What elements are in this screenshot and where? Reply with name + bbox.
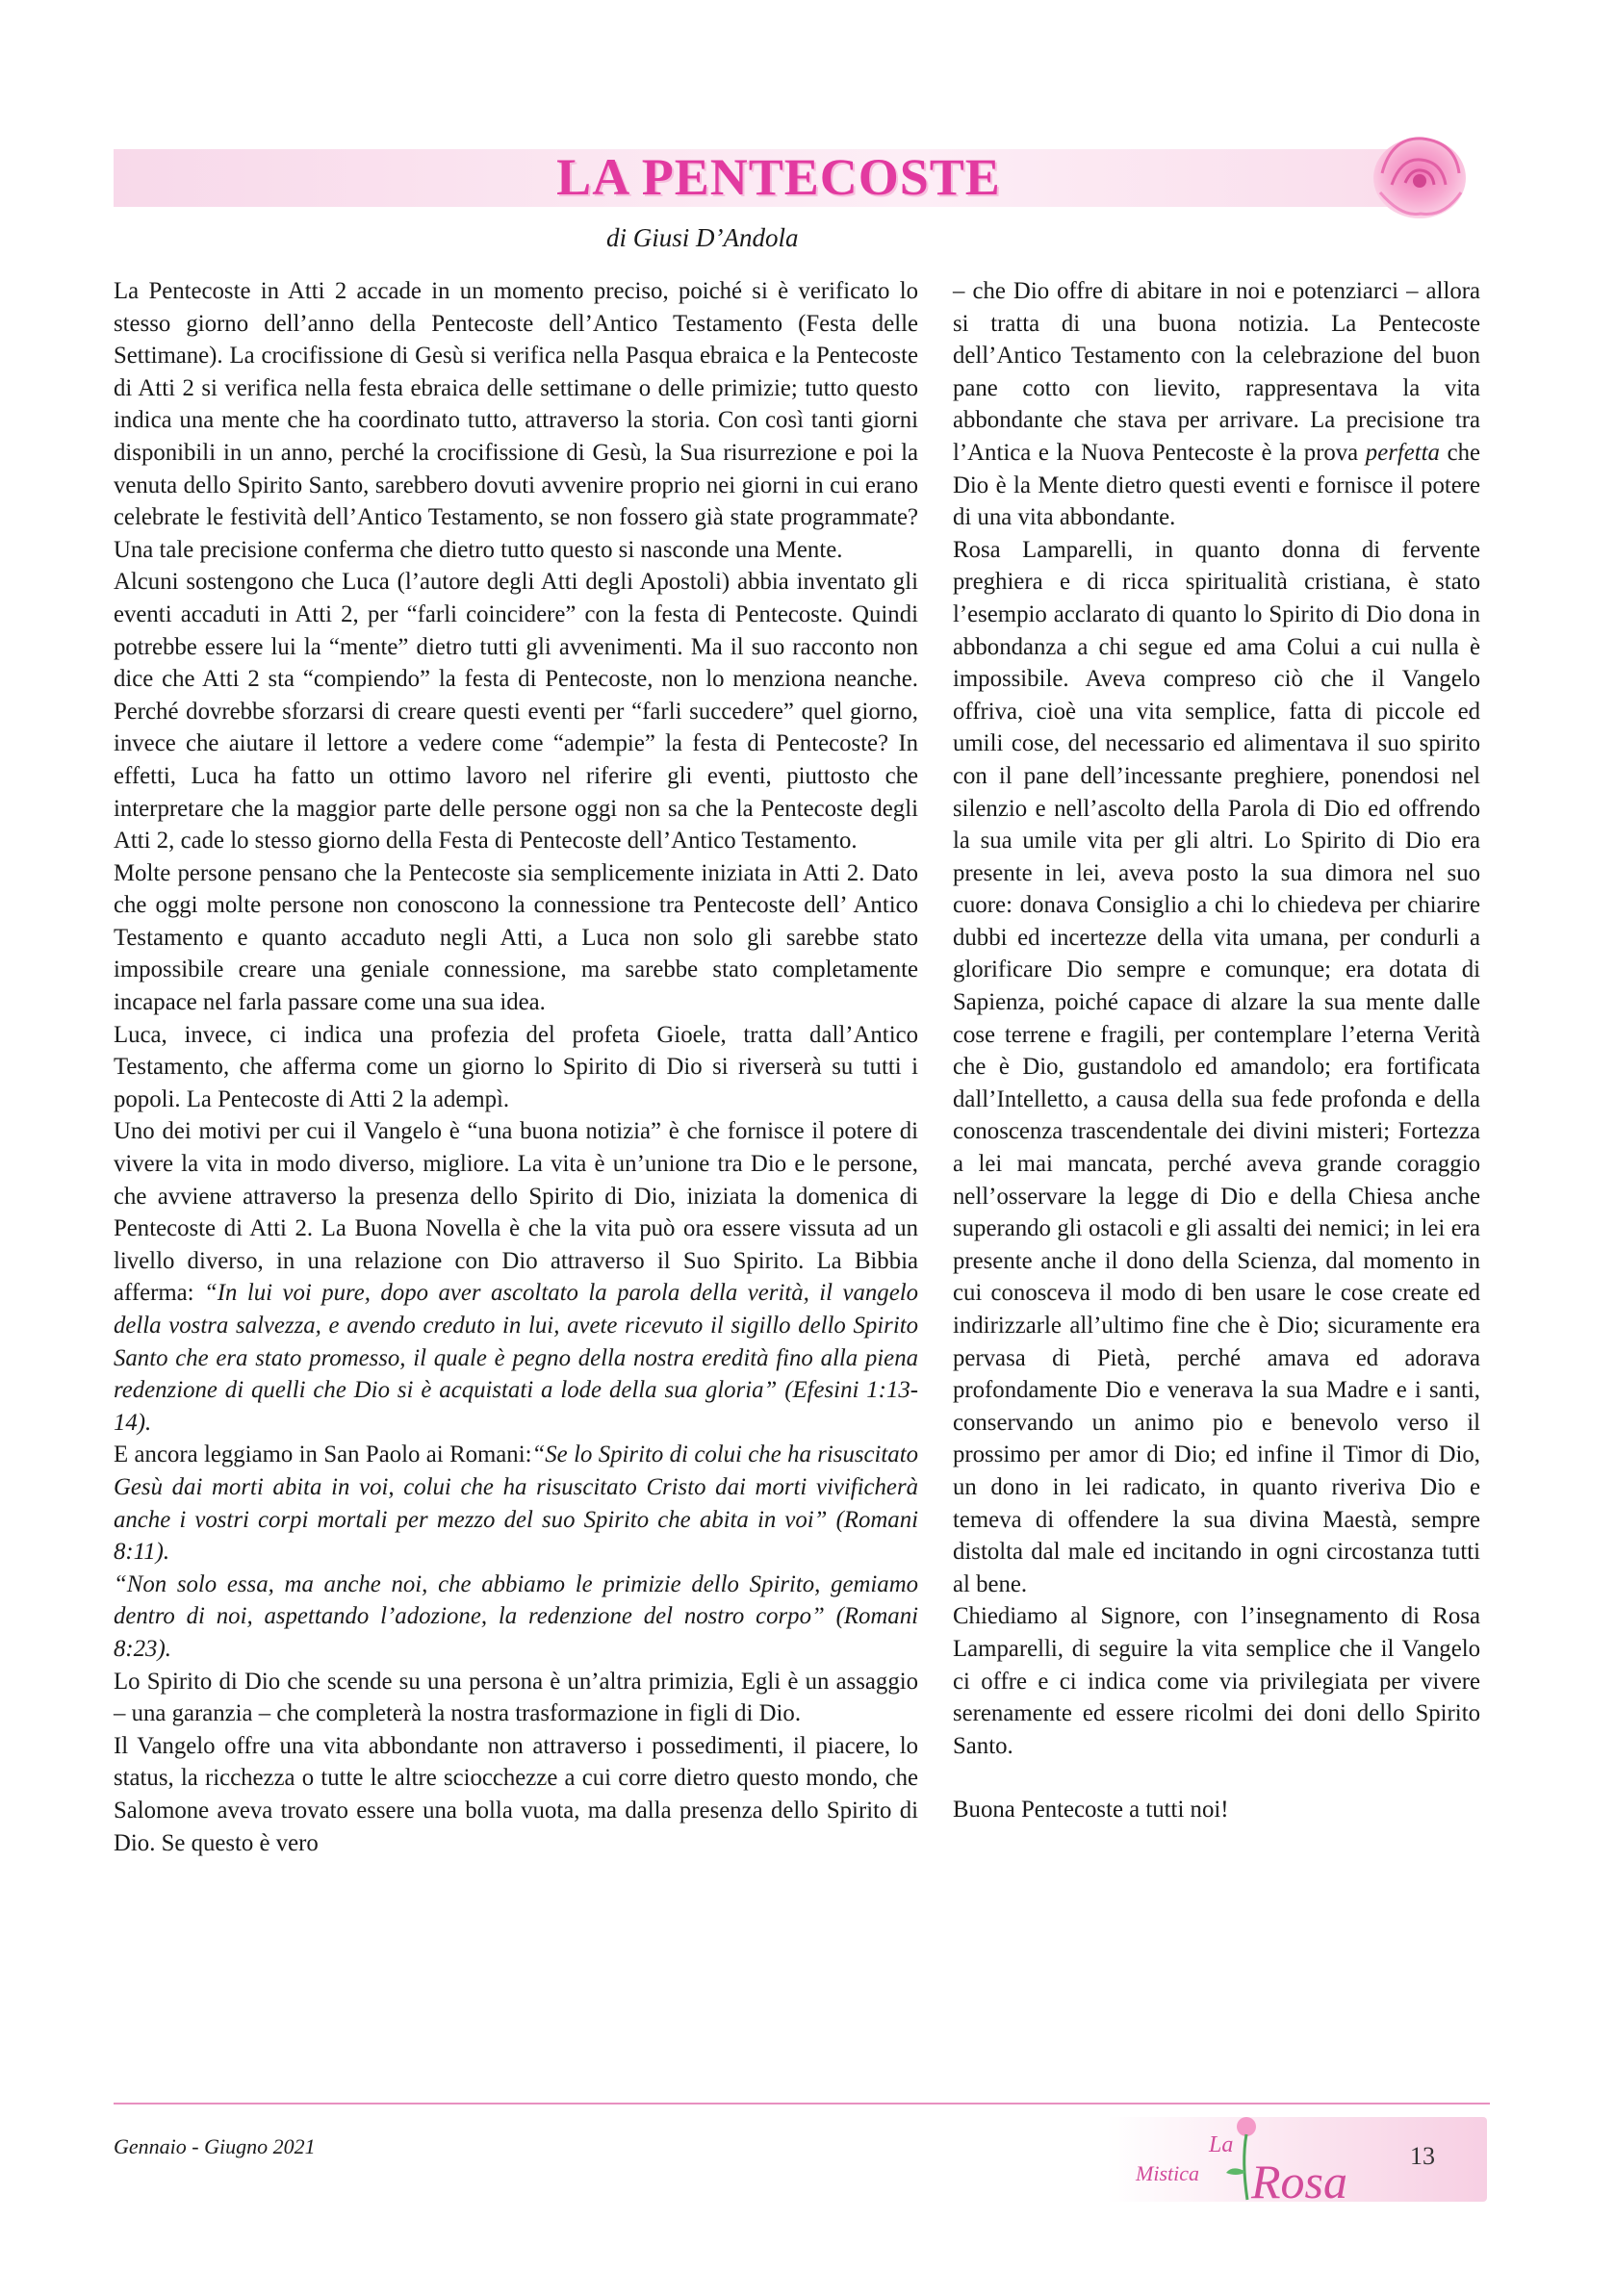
scripture-quote: “Se lo Spirito di colui che ha risuscitato Gesù dai morti abita in voi, colui che ha risuscitato Cristo dai morti vivificherà anche i vostri corpi mortali per mezzo del suo Spirito che abita in voi” (Romani 8:11).: [114, 1441, 918, 1566]
magazine-logo: [1116, 2113, 1405, 2206]
logo-word-mistica: Mistica: [1136, 2161, 1199, 2185]
byline: di Giusi D’Andola: [606, 223, 799, 252]
paragraph: Chiediamo al Signore, con l’insegnamento di Rosa Lamparelli, di seguire la vita semplice che il Vangelo ci offre e ci indica come via privilegiata per vivere serenamente ed essere ricolmi dei doni dello Spirito Santo.: [953, 1603, 1480, 1759]
left-column: [114, 275, 918, 1859]
scripture-quote: “In lui voi pure, dopo aver ascoltato la parola della verità, il vangelo della vostra salvezza, e avendo creduto in lui, avete ricevuto il sigillo dello Spirito Santo che era stato promesso, il quale è pegno della nostra eredità fino alla piena redenzione di quelli che Dio si è acquistati a lode della sua gloria” (Efesini 1:13-14).: [114, 1280, 918, 1436]
paragraph: Luca, invece, ci indica una profezia del profeta Gioele, tratta dall’Antico Testamento, che afferma come un giorno lo Spirito di Dio si riverserà su tutti i popoli. La Pentecoste di Atti 2 la adempì.: [114, 1021, 918, 1112]
stem-icon: [1244, 2134, 1247, 2200]
issue-date: Gennaio - Giugno 2021: [114, 2134, 316, 2158]
rose-icon: [1237, 2117, 1256, 2136]
closing-greeting: Buona Pentecoste a tutti noi!: [953, 1797, 1229, 1824]
paragraph-text: che Dio è la Mente dietro questi eventi e fornisce il potere di una vita abbondante.: [953, 439, 1480, 531]
rose-icon: [1363, 125, 1476, 227]
paragraph: [953, 275, 1480, 534]
paragraph: Molte persone pensano che la Pentecoste sia semplicemente iniziata in Atti 2. Dato che oggi molte persone non conoscono la connessione tra Pentecoste dell’ Antico Testamento e quanto accaduto negli Atti, a Luca non solo gli sarebbe stato impossibile creare una geniale connessione, ma sarebbe stato completamente incapace nel farla passare come una sua idea.: [114, 859, 918, 1016]
spacer: [953, 1762, 1480, 1794]
logo-word-la: La: [1209, 2132, 1234, 2157]
paragraph: [114, 1115, 918, 1439]
footer-rule: [114, 2103, 1490, 2105]
paragraph: Lo Spirito di Dio che scende su una persona è un’altra primizia, Egli è un assaggio – una garanzia – che completerà la nostra trasformazione in figli di Dio.: [114, 1668, 918, 1727]
paragraph-text: Uno dei motivi per cui il Vangelo è “una buona notizia” è che fornisce il potere di vivere la vita in modo diverso, migliore. La vita è un’unione tra Dio e le persone, che avviene attraverso la presenza dello Spirito di Dio, iniziata la domenica di Pentecoste di Atti 2. La Buona Novella è che la vita può ora essere vissuta ad un livello diverso, in una relazione con Dio attraverso il Suo Spirito. La Bibbia afferma:: [114, 1118, 918, 1307]
page-number: 13: [1410, 2142, 1435, 2170]
paragraph: Alcuni sostengono che Luca (l’autore degli Atti degli Apostoli) abbia inventato gli eventi accaduti in Atti 2, per “farli coincidere” con la festa di Pentecoste. Quindi potrebbe essere lui la “mente” dietro tutti gli avvenimenti. Ma il suo racconto non dice che Atti 2 sta “compiendo” la festa di Pentecoste, non lo menziona neanche. Perché dovrebbe sforzarsi di creare questi eventi per “farli succedere” quel giorno, invece che aiutare il lettore a vedere come “adempie” la festa di Pentecoste? In effetti, Luca ha fatto un ottimo lavoro nel riferire gli eventi, piuttosto che interpretare che la maggior parte delle persone oggi non sa che la Pentecoste degli Atti 2, cade lo stesso giorno della Festa di Pentecoste dell’Antico Testamento.: [114, 569, 918, 855]
paragraph: Rosa Lamparelli, in quanto donna di fervente preghiera e di ricca spiritualità cristiana, è stato l’esempio acclarato di quanto lo Spirito di Dio dona in abbondanza a chi segue ed ama Colui a cui nulla è impossibile. Aveva compreso ciò che il Vangelo offriva, cioè una vita semplice, fatta di piccole ed umili cose, del necessario ed alimentava il suo spirito con il pane dell’incessante preghiere, ponendosi nel silenzio e nell’ascolto della Parola di Dio ed offrendo la sua umile vita per gli altri. Lo Spirito di Dio era presente in lei, aveva posto la sua dimora nel suo cuore: donava Consiglio a chi lo chiedeva per chiarire dubbi ed incertezze della vita umana, per condurli a glorificare Dio sempre e comunque; era dotata di Sapienza, poiché capace di alzare la sua mente dalle cose terrene e fragili, per contemplare l’eterna Verità che è Dio, gustandolo ed amandolo; era fortificata dall’Intelletto, a causa della sua fede profonda e della conoscenza trascendentale dei divini misteri; Fortezza a lei mai mancata, perché aveva grande coraggio nell’osservare la legge di Dio e della Chiesa anche superando gli ostacoli e gli assalti dei nemici; in lei era presente anche il dono della Scienza, dal momento in cui conosceva il modo di ben usare le cose create ed indirizzarle all’ultimo fine che è Dio; sicuramente era pervasa di Pietà, perché amava ed adorava profondamente Dio e venerava la sua Madre e i santi, conservando un animo pio e benevolo verso il prossimo per amor di Dio; ed infine il Timor di Dio, un dono in lei radicato, in quanto riveriva Dio e temeva di offendere la sua divina Maestà, sempre distolta dal male ed incitando in ogni circostanza tutti al bene.: [953, 536, 1480, 1597]
paragraph-text: – che Dio offre di abitare in noi e potenziarci – allora si tratta di una buona notizia. La Pentecoste dell’Antico Testamento con la celebrazione del buon pane cotto con lievito, rappresentava la vita abbondante che stava per arrivare. La precisione tra l’Antica e la Nuova Pentecoste è la prova: [953, 278, 1480, 466]
paragraph-text: E ancora leggiamo in San Paolo ai Romani:: [114, 1441, 532, 1468]
emphasis: perfetta: [1365, 439, 1440, 466]
scripture-quote: “Non solo essa, ma anche noi, che abbiamo le primizie dello Spirito, gemiamo dentro di noi, aspettando l’adozione, la redenzione del nostro corpo” (Romani 8:23).: [114, 1570, 918, 1662]
paragraph: [114, 1439, 918, 1568]
leaf-icon: [1226, 2168, 1244, 2175]
logo-word-rosa: Rosa: [1251, 2155, 1347, 2206]
right-column: [953, 275, 1480, 1826]
paragraph: La Pentecoste in Atti 2 accade in un momento preciso, poiché si è verificato lo stesso giorno dell’anno della Pentecoste dell’Antico Testamento (Festa delle Settimane). La crocifissione di Gesù si verifica nella Pasqua ebraica e la Pentecoste di Atti 2 si verifica nella festa ebraica delle settimane o delle primizie; tutto questo indica una mente che ha coordinato tutto, attraverso la storia. Con così tanti giorni disponibili in un anno, perché la crocifissione di Gesù, la Sua risurrezione e poi la venuta dello Spirito Santo, sarebbero dovuti avvenire proprio nei giorni in cui erano celebrate le festività dell’Antico Testamento, se non fossero già state programmate? Una tale precisione conferma che dietro tutto questo si nasconde una Mente.: [114, 278, 918, 563]
article-title: LA PENTECOSTE: [556, 148, 1001, 206]
paragraph: Il Vangelo offre una vita abbondante non attraverso i possedimenti, il piacere, lo status, la ricchezza o tutte le altre sciocchezze a cui corre dietro questo mondo, che Salomone aveva trovato essere una bolla vuota, ma dalla presenza dello Spirito di Dio. Se questo è vero: [114, 1732, 918, 1856]
